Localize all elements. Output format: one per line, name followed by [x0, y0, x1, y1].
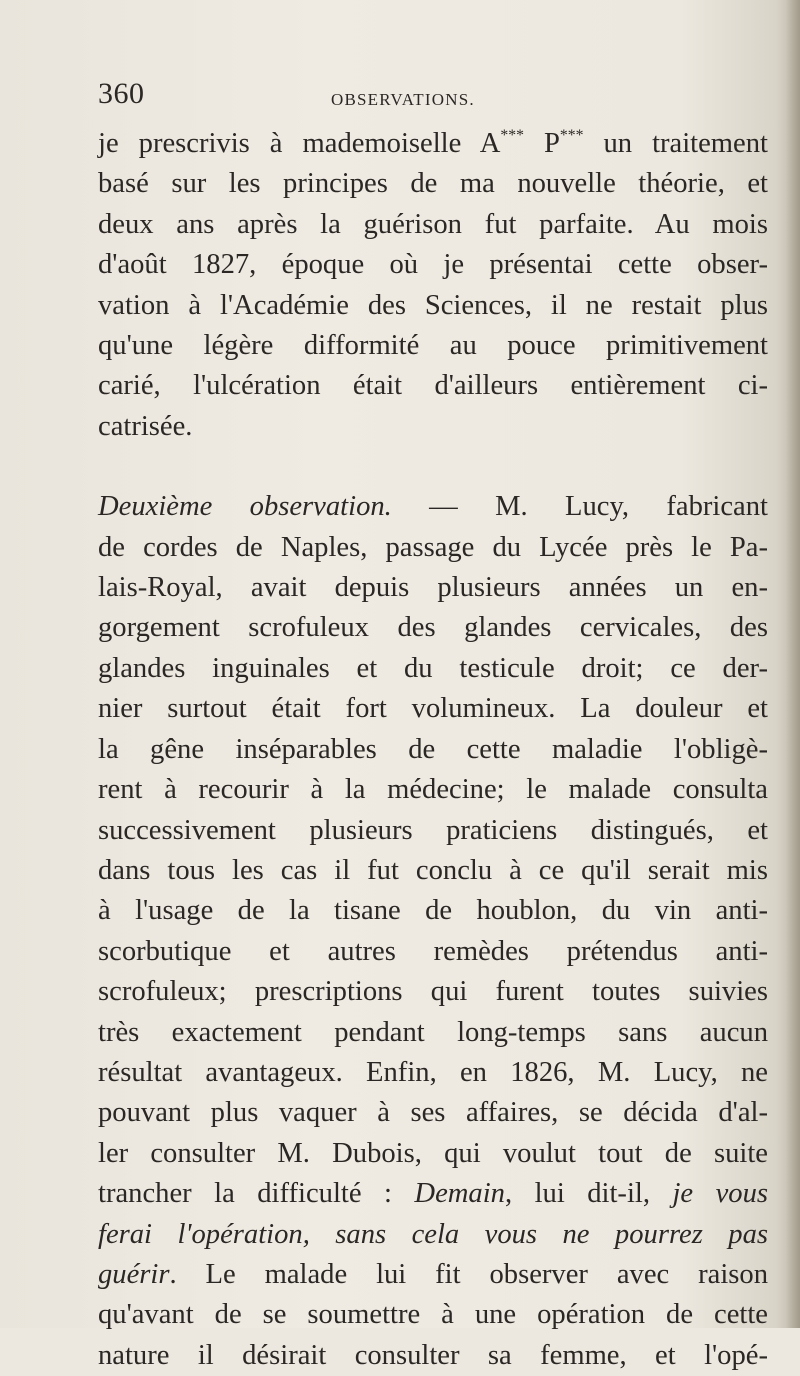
italic-span: je vous [672, 1178, 768, 1210]
text-span: . Le malade lui fit observer avec raison [169, 1258, 768, 1290]
paragraph-first-observation [98, 124, 768, 447]
text-line: lais-Royal, avait depuis plusieurs années un en- [98, 572, 768, 604]
text-line: vation à l'Académie des Sciences, il ne restait plus [98, 289, 768, 321]
text-line: de cordes de Naples, passage du Lycée près le Pa- [98, 531, 768, 563]
text-line: scorbutique et autres remèdes prétendus anti- [98, 935, 768, 967]
text-line: nature il désirait consulter sa femme, et l'opé- [98, 1339, 768, 1371]
page-edge-shadow [786, 0, 800, 1328]
text-line: basé sur les principes de ma nouvelle théorie, et [98, 168, 768, 200]
text-line [98, 487, 768, 527]
page-text [98, 77, 768, 1376]
italic-span: guérir [98, 1258, 170, 1290]
italic-span: Demain [414, 1178, 505, 1210]
text-line: ler consulter M. Dubois, qui voulut tout de suite [98, 1137, 768, 1169]
page-header [98, 77, 768, 114]
text-line: deux ans après la guérison fut parfaite. Au mois [98, 208, 768, 240]
text-line [98, 1174, 768, 1214]
text-line: très exactement pendant long-temps sans aucun [98, 1016, 768, 1048]
text-line: glandes inguinales et du testicule droit; ce der- [98, 652, 768, 684]
text-line: d'août 1827, époque où je présentai cette obser- [98, 249, 768, 281]
text-line: successivement plusieurs praticiens distingués, et [98, 814, 768, 846]
text-line: catrisée. [98, 410, 193, 442]
text-line: dans tous les cas il fut conclu à ce qu'il serait mis [98, 854, 768, 886]
text-line [98, 1255, 768, 1295]
running-head: OBSERVATIONS. [331, 90, 475, 109]
page-number: 360 [98, 77, 145, 110]
text-line: scrofuleux; prescriptions qui furent toutes suivies [98, 976, 768, 1008]
text-line: je prescrivis à mademoiselle A*** P*** un traitement [98, 127, 768, 159]
italic-span: ferai l'opération, sans cela vous ne pourrez pas [98, 1218, 768, 1250]
text-span: , lui dit-il, [504, 1178, 673, 1210]
text-line [98, 1215, 768, 1255]
text-line: rent à recourir à la médecine; le malade consulta [98, 774, 768, 806]
text-line: pouvant plus vaquer à ses affaires, se décida d'al- [98, 1097, 768, 1129]
text-line: carié, l'ulcération était d'ailleurs entièrement ci- [98, 370, 768, 402]
text-line: à l'usage de la tisane de houblon, du vin anti- [98, 895, 768, 927]
text-line: gorgement scrofuleux des glandes cervicales, des [98, 612, 768, 644]
paragraph-gap [98, 447, 768, 487]
text-line: la gêne inséparables de cette maladie l'obligè- [98, 733, 768, 765]
observation-heading: Deuxième observation. [98, 491, 392, 523]
text-line: qu'une légère difformité au pouce primitivement [98, 330, 768, 362]
paragraph-second-observation [98, 487, 768, 1376]
text-line: résultat avantageux. Enfin, en 1826, M. Lucy, ne [98, 1056, 768, 1088]
text-span: trancher la difficulté : [98, 1178, 415, 1210]
text-line: qu'avant de se soumettre à une opération de cette [98, 1299, 768, 1331]
text-span: — M. Lucy, fabricant [391, 491, 768, 523]
text-line: nier surtout était fort volumineux. La douleur et [98, 693, 768, 725]
